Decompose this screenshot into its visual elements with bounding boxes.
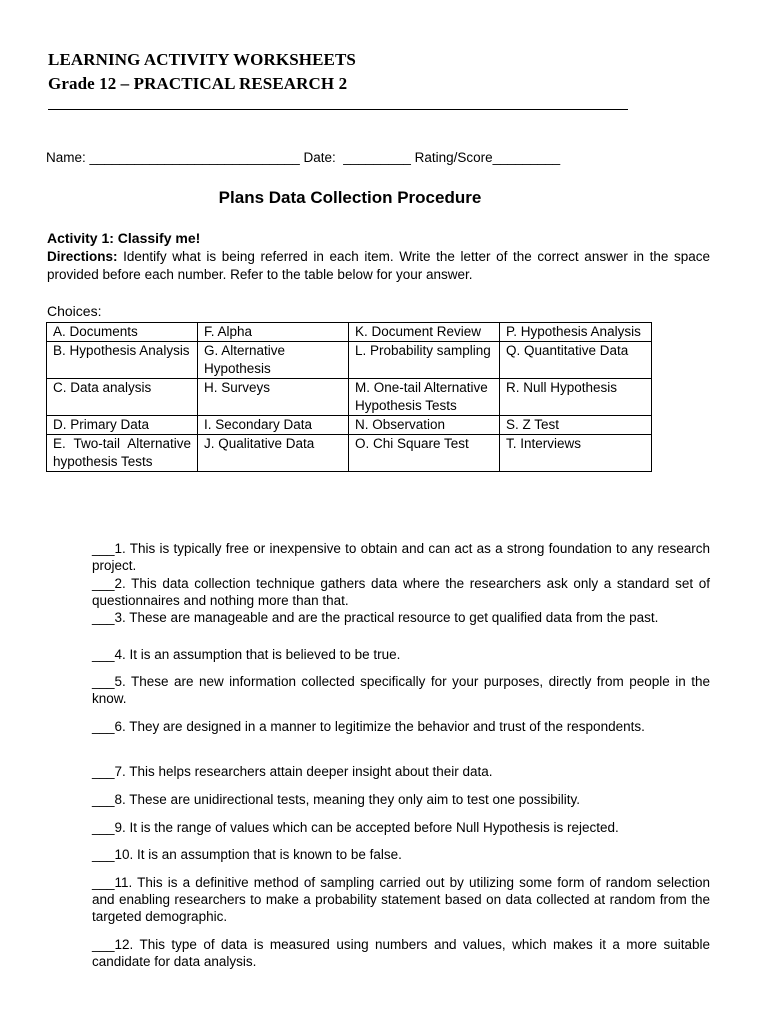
table-row — [47, 342, 652, 379]
table-cell: G. Alternative Hypothesis — [198, 342, 349, 379]
table-row — [47, 323, 652, 342]
header-subtitle: Grade 12 – PRACTICAL RESEARCH 2 — [48, 74, 348, 93]
table-cell: P. Hypothesis Analysis — [500, 323, 652, 342]
table-row — [47, 379, 652, 416]
question-item: ___7. This helps researchers attain deeper insight about their data. — [92, 764, 493, 779]
table-cell: K. Document Review — [349, 323, 500, 342]
question-item: ___1. This is typically free or inexpensive to obtain and can act as a strong foundation to any research project. — [92, 541, 710, 573]
question-item: ___6. They are designed in a manner to legitimize the behavior and trust of the respondents. — [92, 719, 645, 734]
table-cell: O. Chi Square Test — [349, 435, 500, 472]
table-cell: C. Data analysis — [47, 379, 198, 416]
choices-table — [46, 322, 652, 472]
table-cell: D. Primary Data — [47, 416, 198, 435]
directions-label: Directions: — [47, 249, 118, 264]
table-cell: I. Secondary Data — [198, 416, 349, 435]
question-item: ___4. It is an assumption that is believed to be true. — [92, 647, 401, 662]
question-item: ___11. This is a definitive method of sampling carried out by utilizing some form of random selection and enabling researchers to make a probability statement based on data collected at random from the targeted demographic. — [92, 875, 710, 924]
table-cell: B. Hypothesis Analysis — [47, 342, 198, 379]
question-item: ___3. These are manageable and are the practical resource to get qualified data from the past. — [92, 610, 659, 625]
table-cell: M. One-tail Alternative Hypothesis Tests — [349, 379, 500, 416]
student-info-line: Name: ____________________________ Date: _________ Rating/Score_________ — [46, 150, 561, 165]
activity-title: Activity 1: Classify me! — [47, 230, 201, 246]
table-cell: L. Probability sampling — [349, 342, 500, 379]
header-title: LEARNING ACTIVITY WORKSHEETS — [48, 50, 356, 69]
page-title: Plans Data Collection Procedure — [218, 188, 482, 207]
table-cell: S. Z Test — [500, 416, 652, 435]
question-item: ___8. These are unidirectional tests, meaning they only aim to test one possibility. — [92, 792, 581, 807]
directions-text: Identify what is being referred in each item. Write the letter of the correct answer in the space provided before each number. Refer to the table below for your answer. — [47, 249, 710, 282]
directions — [47, 248, 710, 284]
question-item: ___12. This type of data is measured using numbers and values, which makes it a more suitable candidate for data analysis. — [92, 937, 710, 969]
table-cell: Q. Quantitative Data — [500, 342, 652, 379]
question-item: ___9. It is the range of values which can be accepted before Null Hypothesis is rejected. — [92, 820, 619, 835]
question-item: ___5. These are new information collected specifically for your purposes, directly from people in the know. — [92, 674, 710, 706]
table-cell: R. Null Hypothesis — [500, 379, 652, 416]
table-cell: N. Observation — [349, 416, 500, 435]
table-cell: T. Interviews — [500, 435, 652, 472]
table-cell: J. Qualitative Data — [198, 435, 349, 472]
question-item: ___10. It is an assumption that is known to be false. — [92, 847, 402, 862]
header-divider — [48, 109, 628, 110]
table-cell: E. Two-tail Alternative hypothesis Tests — [47, 435, 198, 472]
table-row — [47, 416, 652, 435]
question-item: ___2. This data collection technique gathers data where the researchers ask only a standard set of questionnaires and nothing more than that. — [92, 576, 710, 608]
choices-label: Choices: — [47, 303, 102, 319]
table-cell: A. Documents — [47, 323, 198, 342]
table-cell: H. Surveys — [198, 379, 349, 416]
table-row — [47, 435, 652, 472]
table-cell: F. Alpha — [198, 323, 349, 342]
